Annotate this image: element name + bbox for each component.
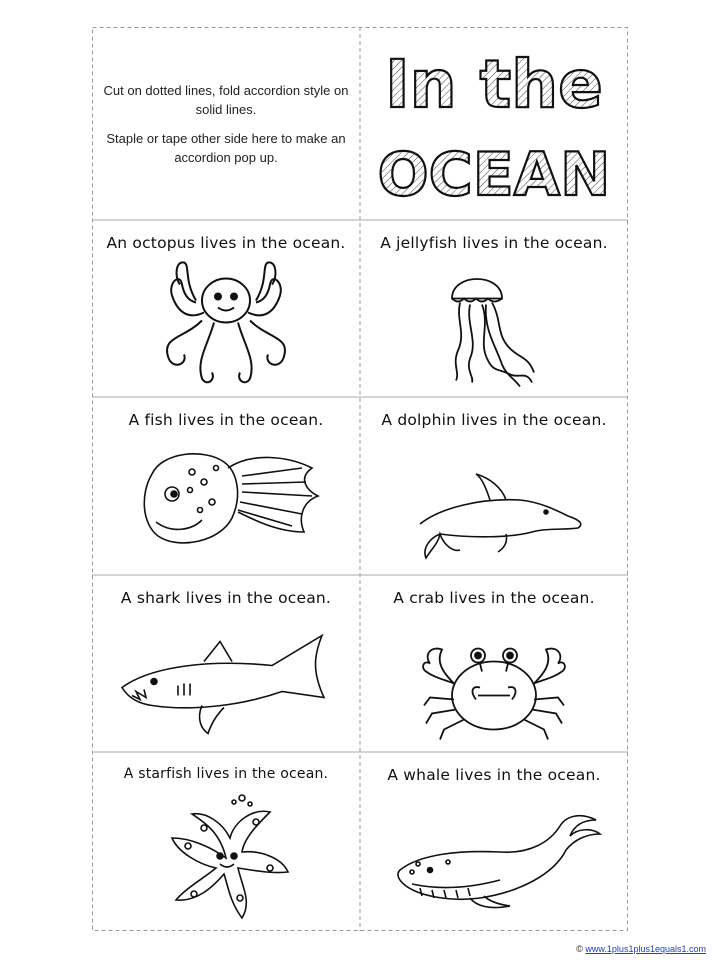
- caption-fish: A fish lives in the ocean.: [128, 411, 324, 429]
- caption-crab: A crab lives in the ocean.: [393, 589, 595, 607]
- whale-icon: [360, 792, 628, 925]
- card-starfish: [92, 752, 360, 931]
- title-cell: [360, 27, 628, 220]
- caption-jellyfish: A jellyfish lives in the ocean.: [380, 234, 608, 252]
- card-shark: [92, 575, 360, 752]
- caption-shark: A shark lives in the ocean.: [120, 589, 332, 607]
- title-lettering: [360, 45, 628, 210]
- card-fish: [92, 397, 360, 575]
- caption-whale: A whale lives in the ocean.: [387, 766, 601, 784]
- card-jellyfish: [360, 220, 628, 397]
- card-octopus: [92, 220, 360, 397]
- caption-dolphin: A dolphin lives in the ocean.: [381, 411, 607, 429]
- instruction-staple: Staple or tape other side here to make an accordion pop up.: [106, 131, 346, 165]
- dolphin-icon: [360, 437, 628, 569]
- caption-starfish: A starfish lives in the ocean.: [123, 766, 329, 782]
- instructions-text: [92, 81, 360, 177]
- octopus-icon: [92, 260, 360, 391]
- starfish-icon: [92, 792, 360, 925]
- card-crab: [360, 575, 628, 752]
- accordion-worksheet: [92, 27, 628, 931]
- card-dolphin: [360, 397, 628, 575]
- instruction-cut-fold: Cut on dotted lines, fold accordion style on solid lines.: [103, 83, 349, 117]
- copyright-symbol: ©: [576, 944, 583, 954]
- title-bottom: OCEAN: [377, 140, 611, 210]
- card-whale: [360, 752, 628, 931]
- instructions-cell: [92, 27, 360, 220]
- caption-octopus: An octopus lives in the ocean.: [106, 234, 346, 252]
- shark-icon: [92, 615, 360, 746]
- crab-icon: [360, 615, 628, 746]
- title-top: In the: [385, 46, 603, 123]
- fish-icon: [92, 437, 360, 569]
- copyright-footer: [576, 944, 706, 954]
- jellyfish-icon: [360, 260, 628, 391]
- website-link[interactable]: www.1plus1plus1equals1.com: [585, 944, 706, 954]
